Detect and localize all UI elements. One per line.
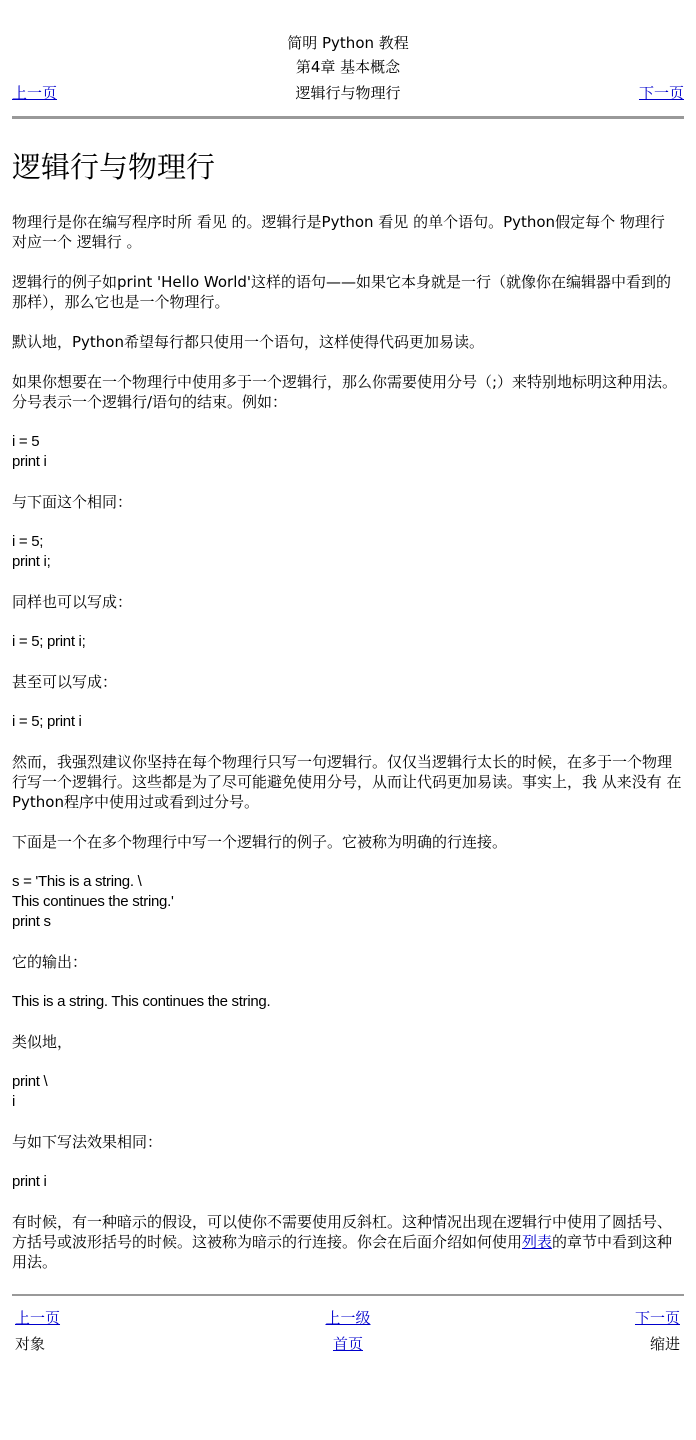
- footer-next-title: 缩进: [649, 1335, 680, 1353]
- paragraph-11: 类似地，: [12, 1033, 73, 1051]
- code-block-7: print \ i: [12, 1073, 48, 1110]
- paragraph-13: [12, 1212, 684, 1272]
- code-block-1: i = 5 print i: [12, 433, 47, 470]
- code-block-2: i = 5; print i;: [12, 533, 51, 570]
- paragraph-1: 物理行是你在编写程序时所 看见 的。逻辑行是Python 看见 的单个语句。Python假定每个 物理行 对应一个 逻辑行 。: [12, 213, 665, 251]
- footer-divider: [12, 1294, 684, 1296]
- section-title: 逻辑行与物理行: [295, 83, 401, 102]
- chapter-title: 第4章 基本概念: [295, 58, 401, 76]
- paragraph-4: 如果你想要在一个物理行中使用多于一个逻辑行，那么你需要使用分号（;）来特别地标明这种用法。分号表示一个逻辑行/语句的结束。例如：: [12, 373, 678, 411]
- paragraph-8: 然而，我强烈建议你坚持在每个物理行只写一句逻辑行。仅仅当逻辑行太长的时候，在多于一个物理行写一个逻辑行。这些都是为了尽可能避免使用分号，从而让代码更加易读。事实上，我 从来没有 在Python程序中使用过或看到过分号。: [12, 753, 682, 811]
- book-title: 简明 Python 教程: [287, 34, 409, 52]
- paragraph-13-text-before: 有时候，有一种暗示的假设，可以使你不需要使用反斜杠。这种情况出现在逻辑行中使用了圆括号、方括号或波形括号的时候。这被称为暗示的行连接。你会在后面介绍如何使用: [12, 1213, 673, 1251]
- paragraph-9: 下面是一个在多个物理行中写一个逻辑行的例子。它被称为明确的行连接。: [12, 833, 508, 851]
- paragraph-3: 默认地，Python希望每行都只使用一个语句，这样使得代码更加易读。: [12, 333, 484, 351]
- code-block-6: This is a string. This continues the string.: [12, 993, 271, 1010]
- paragraph-12: 与如下写法效果相同：: [12, 1133, 163, 1151]
- footer-home-link[interactable]: 首页: [332, 1335, 363, 1353]
- paragraph-7: 甚至可以写成：: [12, 673, 118, 691]
- footer-prev-link[interactable]: 上一页: [15, 1309, 61, 1327]
- footer-next-link[interactable]: 下一页: [634, 1309, 680, 1327]
- code-block-8: print i: [12, 1173, 47, 1190]
- page-heading: 逻辑行与物理行: [12, 150, 216, 184]
- footer-prev-title: 对象: [15, 1335, 46, 1353]
- paragraph-6: 同样也可以写成：: [12, 593, 133, 611]
- header-divider: [12, 116, 684, 119]
- paragraph-13-text-after: 的章节中看到这种用法。: [12, 1233, 673, 1271]
- list-chapter-link[interactable]: 列表: [522, 1233, 553, 1251]
- footer-nav: [12, 1305, 684, 1357]
- paragraph-10: 它的输出：: [12, 953, 88, 971]
- code-block-3: i = 5; print i;: [12, 633, 86, 650]
- code-block-4: i = 5; print i: [12, 713, 82, 730]
- header-nav: [12, 79, 684, 105]
- footer-up-link[interactable]: 上一级: [325, 1309, 371, 1327]
- paragraph-5: 与下面这个相同：: [12, 493, 133, 511]
- paragraph-2: 逻辑行的例子如print 'Hello World'这样的语句——如果它本身就是一行（就像你在编辑器中看到的那样），那么它也是一个物理行。: [12, 273, 672, 311]
- code-block-5: s = 'This is a string. \ This continues the string.' print s: [12, 873, 174, 930]
- prev-link[interactable]: 上一页: [12, 83, 58, 102]
- next-link[interactable]: 下一页: [638, 83, 684, 102]
